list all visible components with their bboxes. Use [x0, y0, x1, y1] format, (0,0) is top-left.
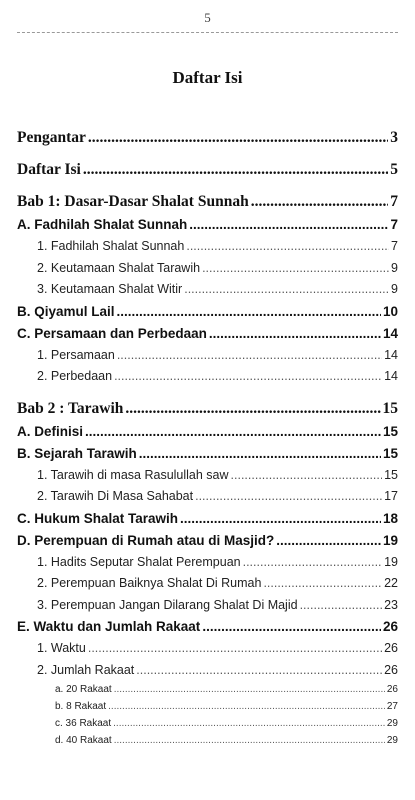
toc-entry: [17, 421, 398, 443]
toc-entry-page: 23: [384, 597, 398, 612]
dot-leader: [85, 421, 381, 443]
toc-entry: [17, 465, 398, 487]
header-divider: [17, 32, 398, 33]
toc-entry: [17, 508, 398, 530]
toc-entry: [17, 595, 398, 617]
page-title: Daftar Isi: [172, 68, 243, 87]
toc-entry-page: 5: [390, 161, 398, 178]
dot-leader: [108, 698, 385, 715]
toc-entry: [17, 616, 398, 638]
toc-entry-page: 19: [384, 554, 398, 569]
dot-leader: [83, 158, 388, 182]
toc-entry-label: D. Perempuan di Rumah atau di Masjid?: [17, 532, 275, 548]
dot-leader: [263, 573, 382, 595]
toc-entry: [17, 214, 398, 236]
toc-entry-page: 7: [390, 217, 398, 232]
toc-entry-page: 18: [382, 510, 398, 526]
toc-entry-page: 15: [382, 399, 398, 417]
toc-entry-page: 14: [382, 325, 398, 341]
toc-entry-page: 15: [384, 467, 398, 482]
dot-leader: [251, 190, 389, 214]
toc-entry-page: 26: [382, 619, 398, 634]
toc-entry: [17, 366, 398, 388]
toc-entry: [17, 236, 398, 258]
dot-leader: [209, 323, 381, 345]
toc-entry-page: 7: [391, 239, 398, 253]
toc-entry: [17, 279, 398, 301]
page-number: 5: [204, 10, 211, 25]
toc-entry-label: 2. Perempuan Baiknya Shalat Di Rumah: [37, 576, 262, 590]
toc-entry-page: 9: [391, 260, 398, 275]
toc-entry-label: 1. Tarawih di masa Rasulullah saw: [37, 467, 229, 482]
toc-entry: [17, 715, 398, 732]
toc-entry-label: 3. Keutamaan Shalat Witir: [37, 282, 183, 296]
toc-entry-label: B. Qiyamul Lail: [17, 303, 115, 319]
dot-leader: [88, 126, 388, 150]
toc-entry-label: A. Definisi: [17, 423, 84, 439]
toc-entry: [17, 443, 398, 465]
toc-entry: [17, 698, 398, 715]
toc-entry: [17, 301, 398, 323]
toc-entry-page: 27: [386, 701, 398, 712]
toc-entry-page: 9: [391, 282, 398, 296]
toc-entry-label: 1. Persamaan: [37, 347, 115, 362]
toc-entry-label: b. 8 Rakaat: [55, 701, 107, 712]
toc-entry: [17, 573, 398, 595]
dot-leader: [88, 638, 382, 660]
dot-leader: [114, 366, 382, 388]
toc-entry: [17, 732, 398, 749]
toc-entry: [17, 190, 398, 214]
toc-entry-label: a. 20 Rakaat: [55, 684, 112, 695]
toc-entry-label: 1. Hadits Seputar Shalat Perempuan: [37, 554, 241, 569]
dot-leader: [243, 552, 382, 574]
toc-entry-page: 14: [384, 369, 398, 383]
toc-entry-label: c. 36 Rakaat: [55, 718, 112, 729]
toc-entry: [17, 345, 398, 367]
toc-entry: [17, 397, 398, 421]
toc-entry: [17, 486, 398, 508]
toc-entry-label: d. 40 Rakaat: [55, 735, 112, 746]
toc-entry-label: 1. Waktu: [37, 641, 86, 655]
dot-leader: [139, 443, 381, 465]
dot-leader: [114, 732, 385, 749]
toc-entry-label: Pengantar: [17, 129, 86, 146]
dot-leader: [117, 301, 381, 323]
toc-entry: [17, 638, 398, 660]
dot-leader: [117, 345, 382, 367]
dot-leader: [113, 715, 385, 732]
toc-entry: [17, 681, 398, 698]
toc-entry-label: 2. Perbedaan: [37, 369, 113, 383]
dot-leader: [276, 530, 381, 552]
toc-entry-page: 14: [384, 347, 398, 362]
toc-entry-page: 7: [390, 193, 398, 210]
toc-entry-label: C. Hukum Shalat Tarawih: [17, 510, 179, 526]
dot-leader: [125, 397, 380, 421]
toc-entry: [17, 126, 398, 150]
toc-entry-label: 1. Fadhilah Shalat Sunnah: [37, 239, 185, 253]
toc-entry: [17, 323, 398, 345]
toc-entry: [17, 660, 398, 682]
toc-entry-page: 17: [384, 489, 398, 503]
toc-entry-label: E. Waktu dan Jumlah Rakaat: [17, 619, 201, 634]
toc-entry: [17, 530, 398, 552]
toc-entry-page: 19: [382, 532, 398, 548]
dot-leader: [186, 236, 389, 258]
toc-entry-label: Bab 1: Dasar-Dasar Shalat Sunnah: [17, 193, 249, 210]
toc-entry-page: 10: [382, 303, 398, 319]
toc-entry-label: 2. Jumlah Rakaat: [37, 662, 135, 677]
toc-entry-label: A. Fadhilah Shalat Sunnah: [17, 217, 188, 232]
toc-entry: [17, 158, 398, 182]
table-of-contents: [17, 126, 398, 749]
dot-leader: [202, 616, 381, 638]
toc-entry-page: 22: [384, 576, 398, 590]
toc-entry-page: 26: [386, 684, 398, 695]
toc-entry-label: B. Sejarah Tarawih: [17, 445, 137, 461]
dot-leader: [231, 465, 383, 487]
toc-entry-label: 2. Tarawih Di Masa Sahabat: [37, 489, 194, 503]
toc-entry-label: Daftar Isi: [17, 161, 81, 178]
toc-entry-page: 29: [386, 718, 398, 729]
toc-entry-label: C. Persamaan dan Perbedaan: [17, 325, 207, 341]
dot-leader: [300, 595, 383, 617]
toc-entry-label: Bab 2 : Tarawih: [17, 399, 124, 417]
toc-entry: [17, 258, 398, 280]
toc-entry-label: 2. Keutamaan Shalat Tarawih: [37, 260, 201, 275]
toc-entry-page: 29: [386, 735, 398, 746]
toc-entry-page: 26: [384, 641, 398, 655]
dot-leader: [114, 681, 385, 698]
toc-entry-page: 15: [382, 423, 398, 439]
toc-entry-page: 15: [382, 445, 398, 461]
toc-entry-label: 3. Perempuan Jangan Dilarang Shalat Di Majid: [37, 597, 298, 612]
dot-leader: [184, 279, 389, 301]
dot-leader: [195, 486, 382, 508]
dot-leader: [180, 508, 381, 530]
toc-entry-page: 3: [390, 129, 398, 146]
toc-entry: [17, 552, 398, 574]
dot-leader: [136, 660, 382, 682]
dot-leader: [189, 214, 388, 236]
dot-leader: [202, 258, 389, 280]
toc-entry-page: 26: [384, 662, 398, 677]
